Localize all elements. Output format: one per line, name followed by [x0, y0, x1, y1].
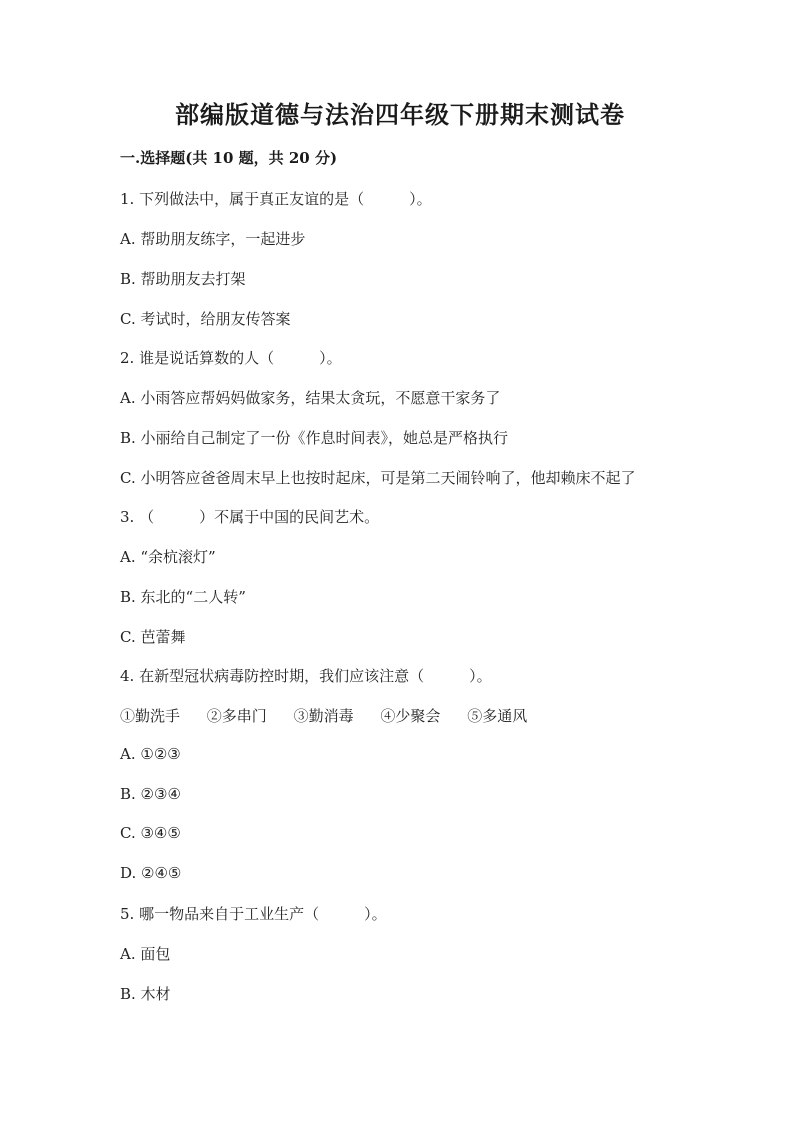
question-2-option-c: C. 小明答应爸爸周末早上也按时起床，可是第二天闹铃响了，他却赖床不起了 — [120, 469, 636, 487]
question-4-stem: 4. 在新型冠状病毒防控时期，我们应该注意（ ）。 — [120, 667, 492, 685]
question-2-stem: 2. 谁是说话算数的人（ ）。 — [120, 349, 342, 367]
question-3-stem: 3. （ ）不属于中国的民间艺术。 — [120, 508, 380, 526]
question-2-option-b: B. 小丽给自己制定了一份《作息时间表》，她总是严格执行 — [120, 429, 509, 447]
question-5-option-a: A. 面包 — [120, 945, 171, 963]
question-3-option-a: A. “余杭滚灯” — [120, 548, 216, 566]
page-title: 部编版道德与法治四年级下册期末测试卷 — [175, 100, 625, 129]
question-1-option-a: A. 帮助朋友练字，一起进步 — [120, 230, 306, 248]
question-1-option-c: C. 考试时，给朋友传答案 — [120, 310, 291, 328]
question-2-option-a: A. 小雨答应帮妈妈做家务，结果太贪玩，不愿意干家务了 — [120, 389, 501, 407]
question-4-option-b: B. ②③④ — [120, 785, 181, 803]
choice-item: ①勤洗手 — [120, 707, 181, 725]
choice-item: ③勤消毒 — [293, 707, 354, 725]
question-5-option-b: B. 木材 — [120, 985, 171, 1003]
question-5-stem: 5. 哪一物品来自于工业生产（ ）。 — [120, 905, 387, 923]
question-3-option-b: B. 东北的“二人转” — [120, 588, 246, 606]
question-1-option-b: B. 帮助朋友去打架 — [120, 270, 246, 288]
question-4-choices — [120, 705, 549, 726]
question-4-option-c: C. ③④⑤ — [120, 824, 181, 842]
question-4-option-d: D. ②④⑤ — [120, 864, 182, 882]
section-heading: 一.选择题(共 10 题，共 20 分) — [120, 149, 338, 167]
choice-item: ⑤多通风 — [467, 707, 528, 725]
choice-item: ④少聚会 — [380, 707, 441, 725]
question-1-stem: 1. 下列做法中，属于真正友谊的是（ ）。 — [120, 190, 432, 208]
question-4-option-a: A. ①②③ — [120, 745, 181, 763]
choice-item: ②多串门 — [206, 707, 267, 725]
question-3-option-c: C. 芭蕾舞 — [120, 628, 186, 646]
